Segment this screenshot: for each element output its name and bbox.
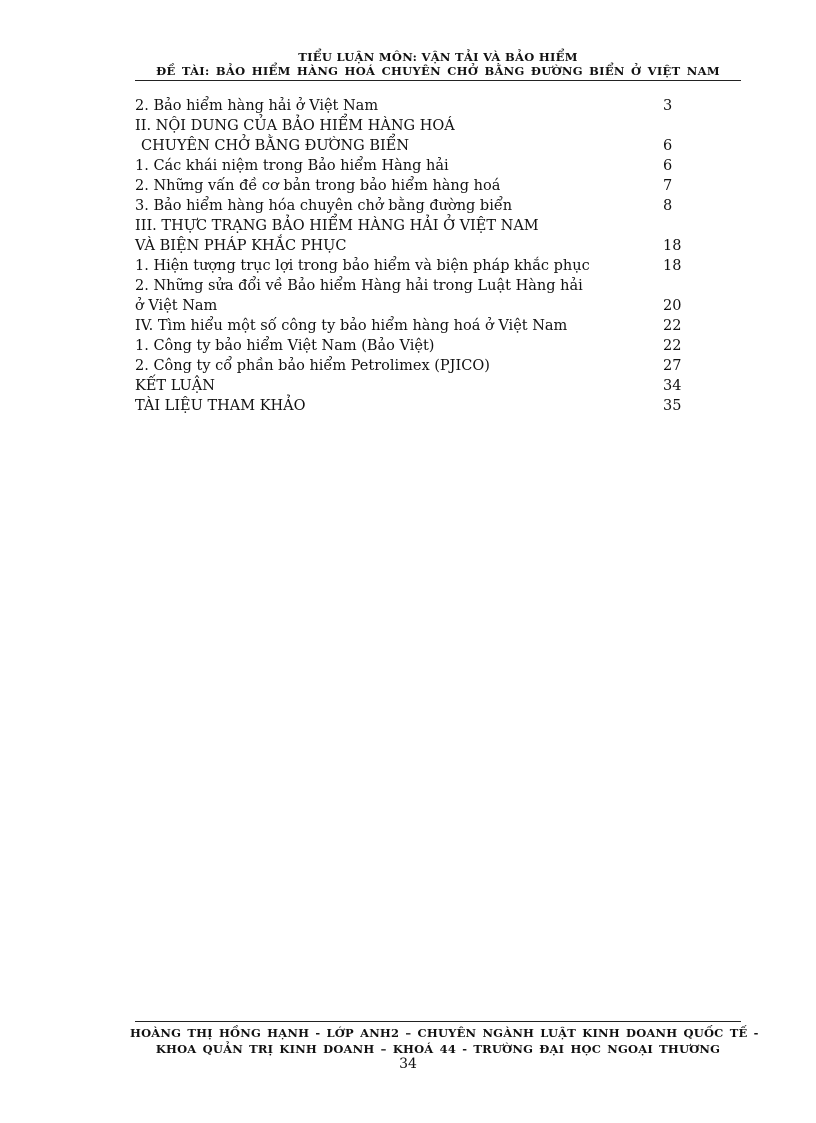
toc-entry — [135, 216, 695, 236]
page-header — [135, 50, 741, 78]
toc-entry — [135, 176, 695, 196]
toc-entry-title: 2. Những vấn đề cơ bản trong bảo hiểm hàng hoá — [135, 178, 501, 194]
toc-entry — [135, 236, 695, 256]
table-of-contents — [135, 96, 695, 416]
toc-entry-title: KẾT LUẬN — [135, 378, 215, 394]
toc-entry-title: 1. Hiện tượng trục lợi trong bảo hiểm và biện pháp khắc phục — [135, 258, 590, 274]
toc-entry — [135, 96, 695, 116]
toc-entry — [135, 336, 695, 356]
toc-entry — [135, 316, 695, 336]
toc-entry-title: 2. Bảo hiểm hàng hải ở Việt Nam — [135, 98, 379, 114]
toc-entry — [135, 356, 695, 376]
toc-entry-page: 35 — [663, 398, 682, 414]
page-number: 34 — [399, 1056, 417, 1072]
toc-entry-title: 2. Những sửa đổi về Bảo hiểm Hàng hải trong Luật Hàng hải — [135, 278, 583, 294]
toc-entry-page: 7 — [663, 178, 673, 194]
toc-entry-page: 22 — [663, 318, 682, 334]
toc-entry-page: 22 — [663, 338, 682, 354]
toc-entry — [135, 296, 695, 316]
toc-entry — [135, 396, 695, 416]
toc-entry-title: 3. Bảo hiểm hàng hóa chuyên chở bằng đường biển — [135, 198, 513, 214]
toc-entry-page: 18 — [663, 258, 682, 274]
toc-entry-title: 1. Công ty bảo hiểm Việt Nam (Bảo Việt) — [135, 338, 435, 354]
toc-entry — [135, 136, 695, 156]
toc-entry-title: CHUYÊN CHỞ BẰNG ĐƯỜNG BIỂN — [141, 138, 410, 154]
toc-entry — [135, 196, 695, 216]
toc-entry-page: 27 — [663, 358, 682, 374]
toc-entry-title: TÀI LIỆU THAM KHẢO — [135, 398, 306, 414]
toc-entry-page: 3 — [663, 98, 673, 114]
page-footer — [130, 1025, 759, 1057]
toc-entry-title: 2. Công ty cổ phần bảo hiểm Petrolimex (PJICO) — [135, 358, 490, 374]
toc-entry-page: 18 — [663, 238, 682, 254]
footer-author-line: HOÀNG THỊ HỒNG HẠNH - LỚP ANH2 – CHUYÊN NGÀNH LUẬT KINH DOANH QUỐC TẾ - — [130, 1026, 759, 1040]
toc-entry — [135, 156, 695, 176]
toc-entry-title: 1. Các khái niệm trong Bảo hiểm Hàng hải — [135, 158, 449, 174]
toc-entry-title: ở Việt Nam — [135, 298, 218, 314]
toc-entry-title: II. NỘI DUNG CỦA BẢO HIỂM HÀNG HOÁ — [135, 118, 455, 134]
toc-entry — [135, 376, 695, 396]
toc-entry — [135, 116, 695, 136]
toc-entry-title: IV. Tìm hiểu một số công ty bảo hiểm hàng hoá ở Việt Nam — [135, 318, 568, 334]
toc-entry — [135, 276, 695, 296]
header-divider — [135, 80, 741, 81]
footer-divider — [135, 1021, 741, 1022]
toc-entry-title: III. THỰC TRẠNG BẢO HIỂM HÀNG HẢI Ở VIỆT NAM — [135, 218, 539, 234]
toc-entry-page: 8 — [663, 198, 673, 214]
header-course-title: TIỂU LUẬN MÔN: VẬN TẢI VÀ BẢO HIỂM — [298, 50, 578, 64]
toc-entry-page: 20 — [663, 298, 682, 314]
footer-faculty-line: KHOA QUẢN TRỊ KINH DOANH – KHOÁ 44 - TRƯỜNG ĐẠI HỌC NGOẠI THƯƠNG — [155, 1042, 721, 1056]
toc-entry — [135, 256, 695, 276]
toc-entry-page: 6 — [663, 138, 673, 154]
toc-entry-title: VÀ BIỆN PHÁP KHẮC PHỤC — [135, 238, 347, 254]
toc-entry-page: 6 — [663, 158, 673, 174]
toc-entry-page: 34 — [663, 378, 682, 394]
header-topic-title: ĐỀ TÀI: BẢO HIỂM HÀNG HOÁ CHUYÊN CHỞ BẰNG ĐƯỜNG BIỂN Ở VIỆT NAM — [156, 64, 720, 78]
